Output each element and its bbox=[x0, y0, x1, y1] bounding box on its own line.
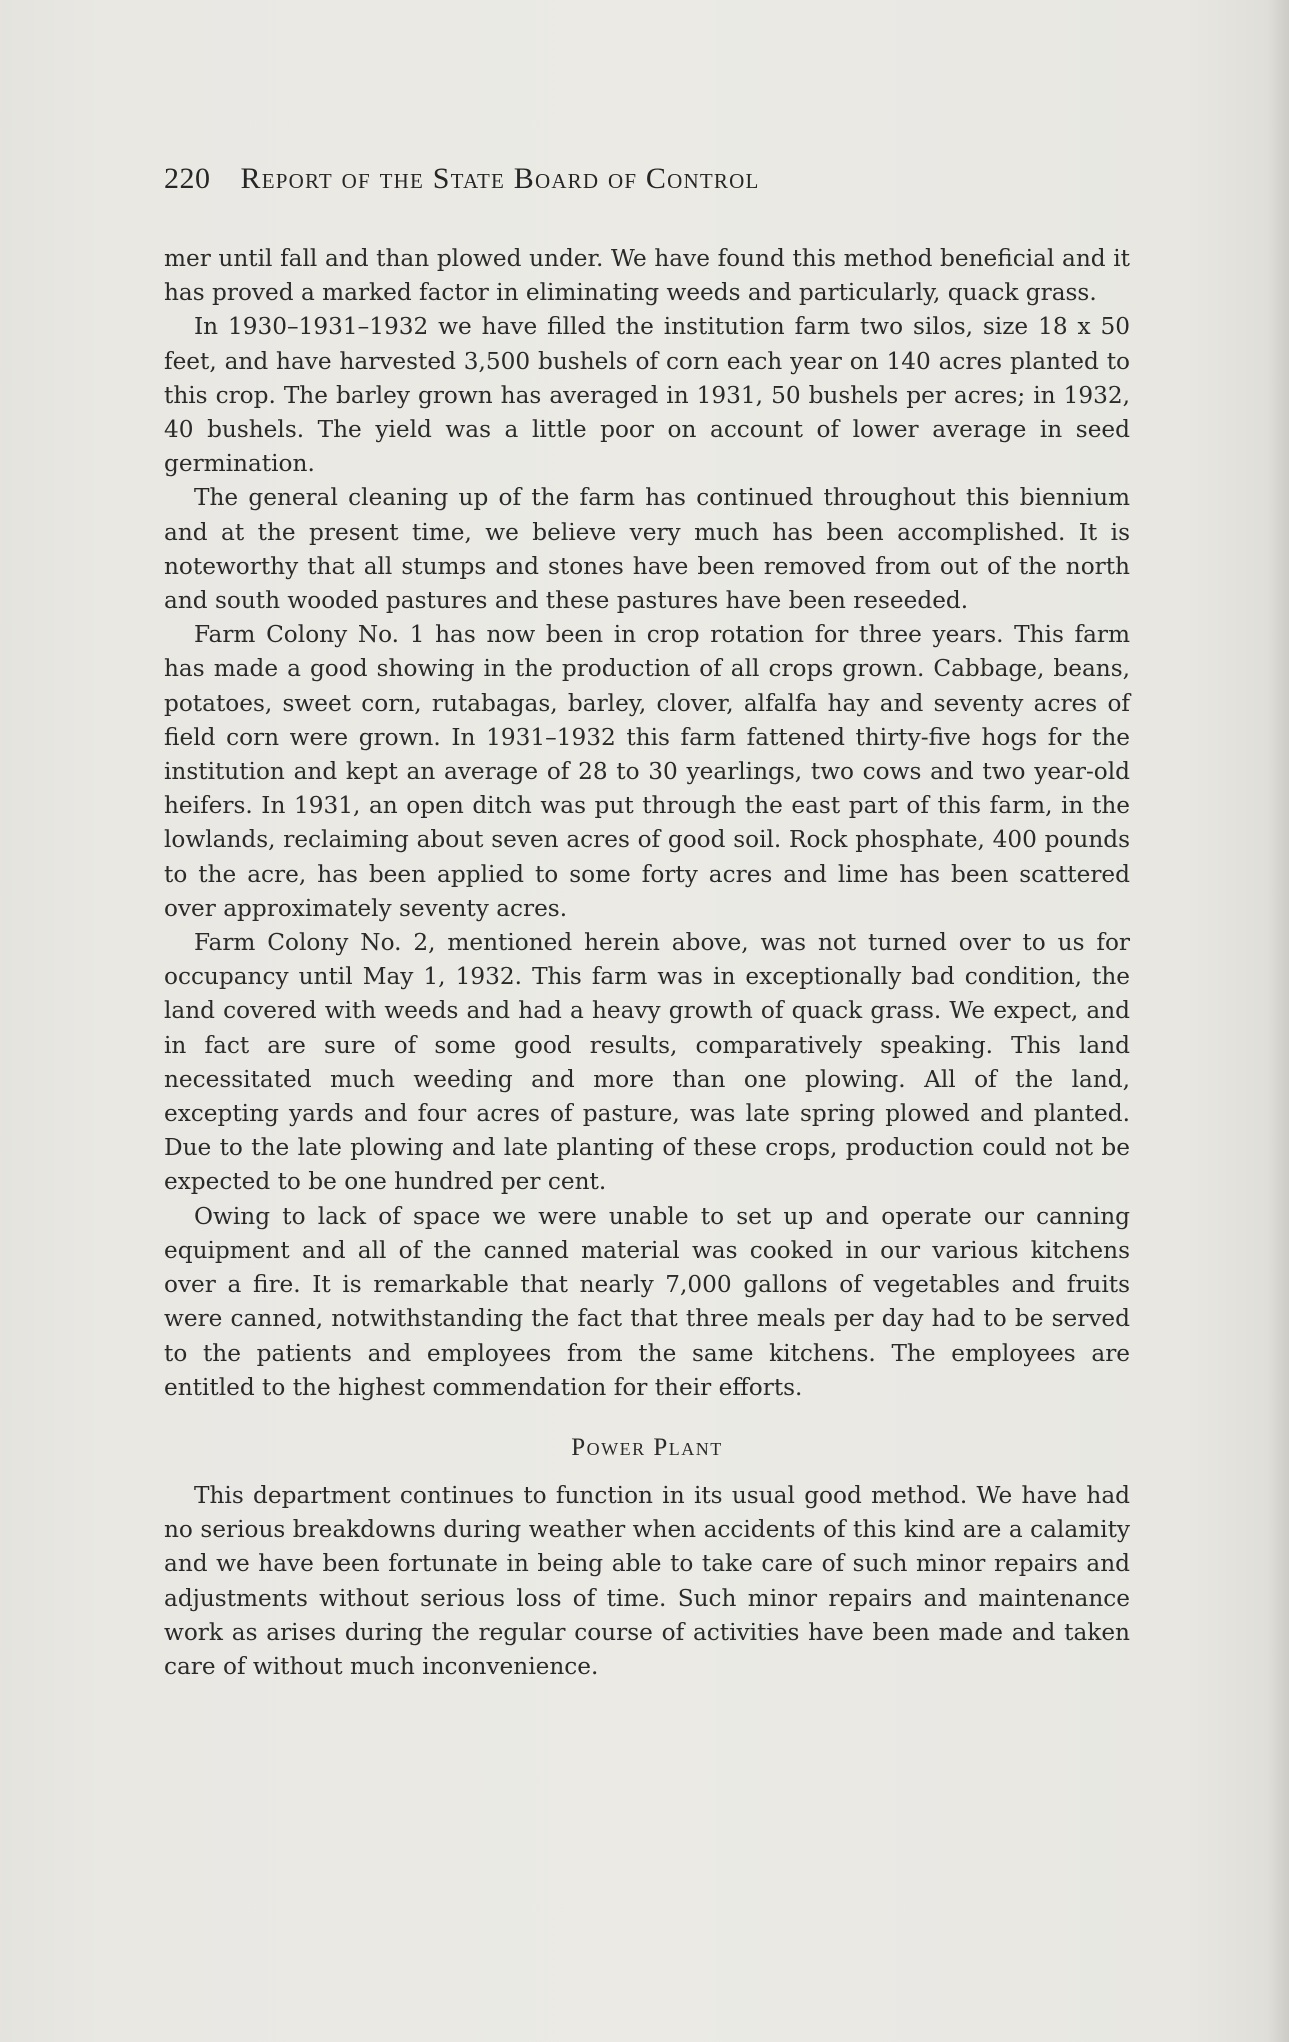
section-heading-power-plant: Power Plant bbox=[571, 1433, 723, 1461]
page-edge-shadow bbox=[1267, 0, 1289, 2042]
running-title: Report of the State Board of Control bbox=[240, 162, 760, 195]
page-number: 220 bbox=[164, 162, 211, 195]
paragraph-farm-cleaning: The general cleaning up of the farm has continued throughout this biennium and at the present time, we believe very much has been accomplished. It is noteworthy that all stumps and stones have been removed from out of the north and south wooded pastures and these pastures have been reseeded. bbox=[164, 484, 1130, 615]
page-header bbox=[164, 162, 1064, 206]
paragraph-farm-colony-1: Farm Colony No. 1 has now been in crop rotation for three years. This farm has made a good showing in the production of all crops grown. Cabbage, beans, potatoes, sweet corn, rutabagas, barley, clover, alfalfa hay and seventy acres of field corn were grown. In 1931–1932 this farm fattened thirty-five hogs for the institution and kept an average of 28 to 30 yearlings, two cows and two year-old heifers. In 1931, an open ditch was put through the east part of this farm, in the lowlands, reclaiming about seven acres of good soil. Rock phosphate, 400 pounds to the acre, has been applied to some forty acres and lime has been scattered over approximately seventy acres. bbox=[164, 621, 1130, 922]
paragraph-farm-colony-2: Farm Colony No. 2, mentioned herein above, was not turned over to us for occupancy until May 1, 1932. This farm was in exceptionally bad condition, the land covered with weeds and had a heavy growth of quack grass. We expect, and in fact are sure of some good results, comparatively speaking. This land necessitated much weeding and more than one plowing. All of the land, excepting yards and four acres of pasture, was late spring plowed and planted. Due to the late plowing and late planting of these crops, production could not be expected to be one hundred per cent. bbox=[164, 929, 1130, 1196]
paragraph-continuation: mer until fall and than plowed under. We have found this method beneficial and it has proved a marked factor in eliminating weeds and particularly, quack grass. bbox=[164, 245, 1130, 307]
paragraph-power-plant: This department continues to function in its usual good method. We have had no serious breakdowns during weather when accidents of this kind are a calamity and we have been fortunate in being able to take care of such minor repairs and adjustments without serious loss of time. Such minor repairs and maintenance work as arises during the regular course of activities have been made and taken care of without much inconvenience. bbox=[164, 1481, 1130, 1680]
paragraph-silos-corn-barley: In 1930–1931–1932 we have filled the institution farm two silos, size 18 x 50 feet, and have harvested 3,500 bushels of corn each year on 140 acres planted to this crop. The barley grown has averaged in 1931, 50 bushels per acres; in 1932, 40 bushels. The yield was a little poor on account of lower average in seed germination. bbox=[164, 313, 1130, 478]
body-text bbox=[164, 242, 1130, 1684]
paragraph-canning: Owing to lack of space we were unable to set up and operate our canning equipment and all of the canned material was cooked in our various kitchens over a fire. It is remarkable that nearly 7,000 gallons of vegetables and fruits were canned, notwithstanding the fact that three meals per day had to be served to the patients and employees from the same kitchens. The employees are entitled to the highest commendation for their efforts. bbox=[164, 1202, 1130, 1401]
